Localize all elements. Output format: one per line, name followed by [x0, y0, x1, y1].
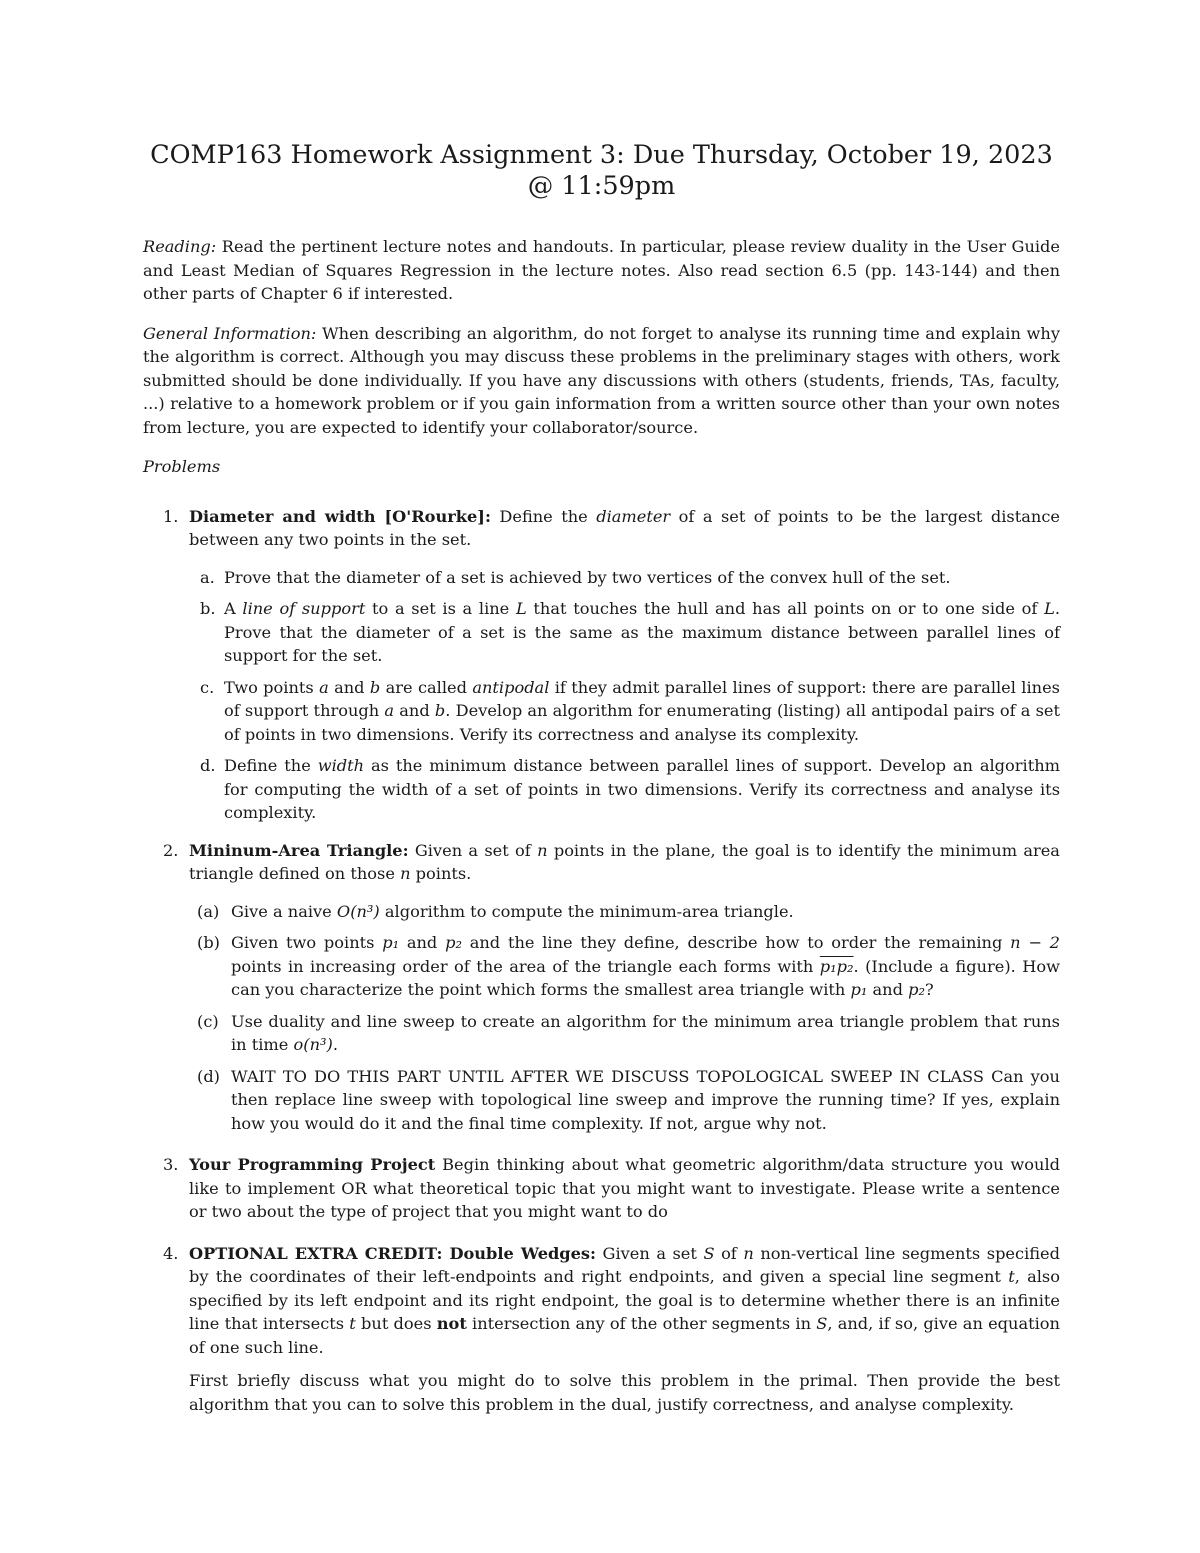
text-run: but does	[361, 1314, 432, 1333]
text-run: ?	[924, 980, 934, 999]
text-run: Define the	[224, 756, 311, 775]
text-run: if they admit parallel lines of support: there are parallel lines of support through	[224, 677, 1060, 720]
math-var: L	[515, 599, 527, 618]
subpart-label: (d)	[197, 1066, 220, 1086]
emphasis-term: width	[317, 756, 365, 775]
text-run: and the line they define, describe how to order the remaining	[469, 933, 1003, 952]
text-run: to a set is a line	[372, 599, 510, 618]
text-run: points in the plane, the goal is to identify the minimum area triangle defined on those	[189, 840, 1060, 883]
problem-title: Your Programming Project	[189, 1155, 436, 1174]
problem-number: 4.	[163, 1243, 179, 1263]
text-run: non-vertical line segments specified by the coordinates of their left-endpoints and right endpoints, and given a special line segment	[189, 1243, 1060, 1286]
text-run: that touches the hull and has all points on or to one side of	[533, 599, 1038, 618]
reading-lead: Reading:	[143, 237, 217, 256]
math-var: n	[743, 1243, 754, 1263]
text-run: points.	[415, 864, 472, 883]
subpart-list	[189, 566, 1060, 825]
text-run: . (Include a figure). How can you characterize the point which forms the smallest area triangle with	[231, 956, 1060, 999]
subpart-list	[189, 900, 1060, 1136]
text-run: Given two points	[231, 933, 375, 952]
text-run: intersection any of the other segments in	[472, 1314, 812, 1333]
subpart-c	[189, 676, 1060, 747]
problem-1	[143, 505, 1060, 825]
text-run: of a set of points to be the largest distance between any two points in the set.	[189, 506, 1060, 549]
subpart-c	[189, 1010, 1060, 1057]
text-run: and	[406, 933, 438, 952]
math-var: t	[1008, 1267, 1015, 1286]
text-run: points in increasing order of the area of the triangle each forms with	[231, 956, 814, 976]
math-var: p₁	[850, 980, 868, 999]
problem-number: 2.	[163, 840, 179, 860]
text-run: . Develop an algorithm for enumerating (listing) all antipodal pairs of a set of points in two dimensions. Verify its correctness and analyse its complexity.	[224, 701, 1061, 744]
general-info-lead: General Information:	[143, 323, 317, 343]
math-segment: p₁p₂	[819, 956, 854, 976]
subpart-label: b.	[200, 599, 216, 618]
problem-2	[143, 839, 1060, 1136]
math-expression: o(n³)	[293, 1035, 333, 1054]
problem-statement	[189, 839, 1060, 886]
problem-followup: First briefly discuss what you might do to solve this problem in the primal. Then provide the best algorithm that you can to solve this problem in the dual, justify correctness, and analyse complexity.	[189, 1371, 1060, 1414]
reading-paragraph	[143, 235, 1060, 306]
math-var: n	[537, 840, 548, 860]
text-run: Can you then replace line sweep with topological line sweep and improve the running time? If yes, explain how you would do it and the final time complexity. If not, argue why not.	[231, 1066, 1060, 1133]
math-var: L	[1044, 599, 1055, 618]
subpart-b	[189, 597, 1060, 668]
bold-term: not	[436, 1314, 467, 1333]
text-run: . Prove that the diameter of a set is the same as the maximum distance between parallel lines of support for the set.	[224, 599, 1061, 665]
emphasis-term: antipodal	[472, 677, 550, 697]
text-run: Use duality and line sweep to create an algorithm for the minimum area triangle problem that runs in time	[231, 1011, 1060, 1054]
subpart-a	[189, 900, 1060, 924]
caps-notice: WAIT TO DO THIS PART UNTIL AFTER WE DISCUSS TOPOLOGICAL SWEEP IN CLASS	[231, 1066, 984, 1086]
text-run: , also specified by its left endpoint and its right endpoint, the goal is to determine whether there is an infinite line that intersects	[189, 1267, 1060, 1333]
text-run: and	[334, 677, 365, 697]
math-var: S	[816, 1314, 828, 1333]
subpart-b	[189, 931, 1060, 1002]
problem-4	[143, 1242, 1060, 1417]
text-run: of	[721, 1243, 737, 1263]
math-var: b	[369, 677, 381, 697]
math-var: n	[400, 864, 411, 883]
problem-statement	[189, 505, 1060, 552]
emphasis-term: diameter	[596, 506, 671, 526]
subpart-d	[189, 1065, 1060, 1136]
math-var: p₁	[382, 933, 400, 952]
text-run: algorithm to compute the minimum-area triangle.	[384, 901, 794, 921]
subpart-label: (c)	[197, 1011, 219, 1031]
reading-text: Read the pertinent lecture notes and handouts. In particular, please review duality in the User Guide and Least Median of Squares Regression in the lecture notes. Also read section 6.5 (pp. 143-144) and then other parts of Chapter 6 if interested.	[143, 237, 1060, 303]
problem-statement	[189, 1153, 1060, 1224]
problem-title: Mininum-Area Triangle:	[189, 840, 409, 860]
text-run: , and, if so, give an equation of one such line.	[189, 1314, 1060, 1357]
text-run: Given a set of	[414, 840, 531, 860]
problem-number: 3.	[163, 1155, 179, 1174]
text-run: and	[872, 980, 903, 999]
text-run: Two points	[224, 677, 314, 697]
text-run: Prove that the diameter of a set is achieved by two vertices of the convex hull of the set.	[224, 567, 951, 587]
general-info-paragraph	[143, 322, 1060, 440]
subpart-label: (a)	[197, 901, 220, 921]
text-run: A	[224, 599, 236, 618]
text-run: Given a set	[602, 1243, 697, 1263]
problem-number: 1.	[163, 506, 179, 526]
text-run: Define the	[499, 506, 588, 526]
math-var: t	[349, 1314, 356, 1333]
problem-3	[143, 1153, 1060, 1224]
math-var: p₂	[445, 933, 462, 952]
problems-heading: Problems	[143, 457, 221, 476]
text-run: Give a naive	[231, 901, 332, 921]
problem-title: OPTIONAL EXTRA CREDIT: Double Wedges:	[189, 1243, 597, 1263]
subpart-label: (b)	[197, 933, 220, 952]
subpart-d	[189, 754, 1060, 825]
math-var: a	[319, 677, 329, 697]
math-var: b	[434, 701, 446, 720]
text-run: Begin thinking about what geometric algorithm/data structure you would like to implement OR what theoretical topic that you might want to investigate. Please write a sentence or two about the type of project that you might want to do	[189, 1155, 1060, 1221]
text-run: .	[332, 1035, 338, 1054]
subpart-label: d.	[200, 756, 216, 775]
math-var: S	[703, 1243, 715, 1263]
math-expression: O(n³)	[336, 901, 380, 921]
subpart-label: c.	[200, 677, 215, 697]
document-body	[143, 128, 1060, 1430]
subpart-a	[189, 566, 1060, 590]
emphasis-term: line of support	[242, 599, 366, 618]
problem-title: Diameter and width [O'Rourke]:	[189, 506, 491, 526]
subpart-label: a.	[200, 567, 215, 587]
general-info-text: When describing an algorithm, do not forget to analyse its running time and explain why the algorithm is correct. Although you may discuss these problems in the preliminary stages with others, work submitted should be done individually. If you have any discussions with others (students, friends, TAs, faculty, ...) relative to a homework problem or if you gain information from a written source other than your own notes from lecture, you are expected to identify your collaborator/source.	[143, 323, 1060, 437]
math-expression: n − 2	[1010, 933, 1060, 952]
text-run: are called	[385, 677, 467, 697]
page-title: COMP163 Homework Assignment 3: Due Thursday, October 19, 2023 @ 11:59pm	[150, 140, 1053, 201]
problem-statement	[189, 1242, 1060, 1360]
math-var: a	[384, 701, 395, 720]
math-var: p₂	[908, 980, 925, 999]
text-run: as the minimum distance between parallel lines of support. Develop an algorithm for computing the width of a set of points in two dimensions. Verify its correctness and analyse its complexity.	[224, 756, 1060, 822]
text-run: and	[399, 701, 430, 720]
